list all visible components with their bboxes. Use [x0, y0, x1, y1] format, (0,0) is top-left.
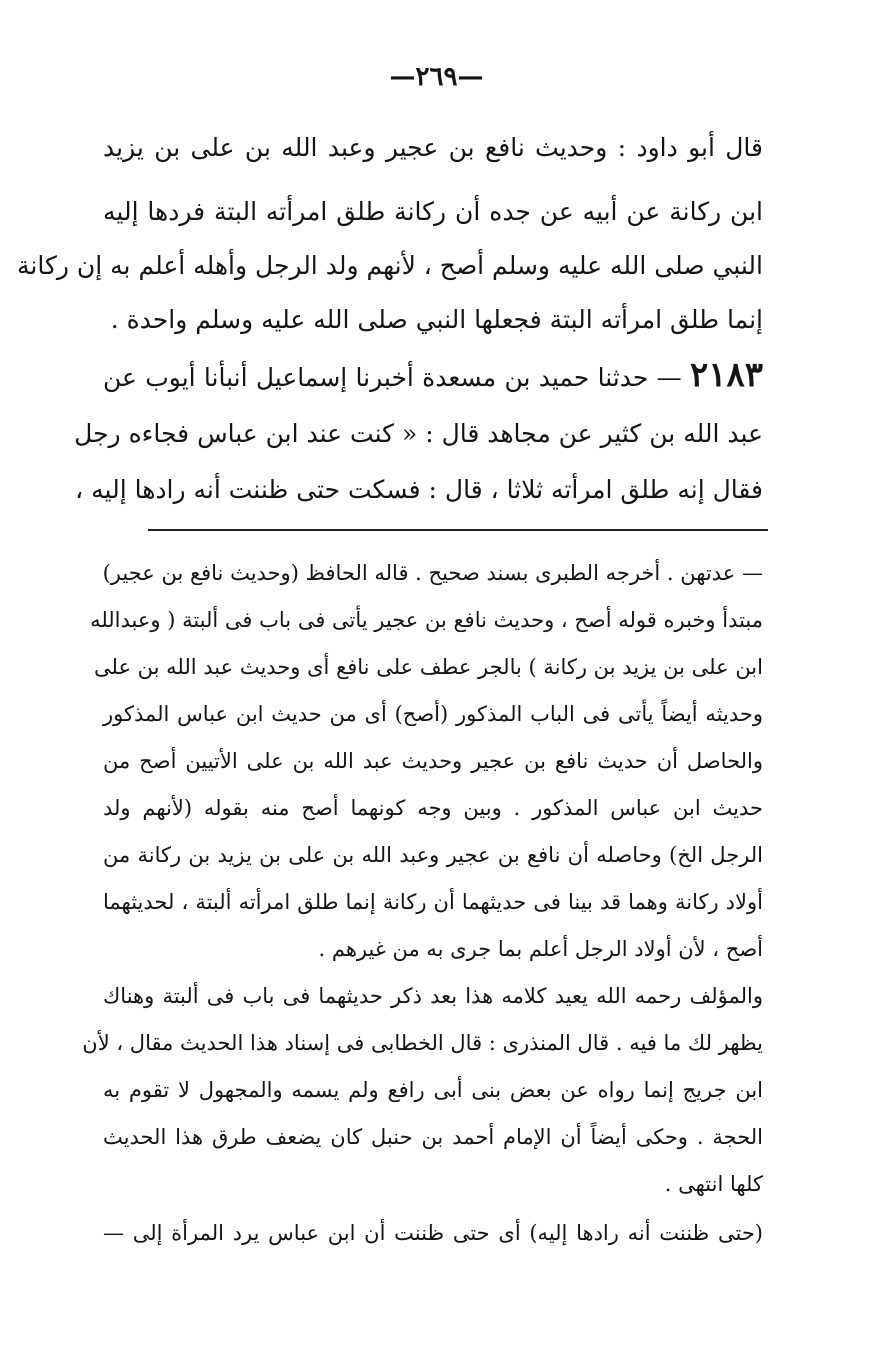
footnote-line: والحاصل أن حديث نافع بن عجير وحديث عبد الله بن على الأتيين أصح من — [103, 749, 763, 773]
main-text-line: فقال إنه طلق امرأته ثلاثا ، قال : فسكت حتى ظننت أنه رادها إليه ، — [75, 475, 763, 504]
footnote-line: أولاد ركانة وهما قد بينا فى حديثهما أن ركانة إنما طلق امرأته ألبتة ، لحديثهما — [103, 890, 763, 914]
page-number: —٢٦٩— — [389, 62, 484, 92]
footnote-line: يظهر لك ما فيه . قال المنذرى : قال الخطابى فى إسناد هذا الحديث مقال ، لأن — [82, 1031, 763, 1055]
footnote-line: ابن على بن يزيد بن ركانة ) بالجر عطف على نافع أى وحديث عبد الله بن على — [93, 655, 763, 679]
footnote-line: وحديثه أيضاً يأتى فى الباب المذكور (أصح) أى من حديث ابن عباس المذكور — [103, 702, 763, 726]
footnote-line: الحجة . وحكى أيضاً أن الإمام أحمد بن حنبل كان يضعف طرق هذا الحديث — [103, 1125, 763, 1149]
hadith-first-line — [103, 355, 763, 398]
footnote-line: والمؤلف رحمه الله يعيد كلامه هذا بعد ذكر حديثهما فى باب فى ألبتة وهناك — [103, 984, 763, 1008]
hadith-chain: — حدثنا حميد بن مسعدة أخبرنا إسماعيل أنبأنا أيوب عن — [103, 363, 682, 392]
main-text-line: قال أبو داود : وحديث نافع بن عجير وعبد الله بن على بن يزيد — [103, 133, 763, 162]
main-text-line: ابن ركانة عن أبيه عن جده أن ركانة طلق امرأته البتة فردها إليه — [103, 197, 763, 226]
footnote-line: ابن جريج إنما رواه عن بعض بنى أبى رافع ولم يسمه والمجهول لا تقوم به — [103, 1078, 763, 1102]
footnote-line: حديث ابن عباس المذكور . وبين وجه كونهما أصح منه بقوله (لأنهم ولد — [103, 796, 763, 820]
footnote-line: (حتى ظننت أنه رادها إليه) أى حتى ظننت أن ابن عباس يرد المرأة إلى — — [103, 1221, 763, 1245]
footnote-separator — [148, 529, 768, 531]
main-text-line: إنما طلق امرأته البتة فجعلها النبي صلى الله عليه وسلم واحدة . — [110, 305, 763, 334]
footnote-line: مبتدأ وخبره قوله أصح ، وحديث نافع بن عجير يأتى فى باب فى ألبتة ( وعبدالله — [90, 608, 763, 632]
footnote-line: الرجل الخ) وحاصله أن نافع بن عجير وعبد الله بن على بن يزيد بن ركانة من — [103, 843, 763, 867]
footnote-line: — عدتهن . أخرجه الطبرى بسند صحيح . قاله الحافظ (وحديث نافع بن عجير) — [102, 561, 763, 585]
main-text-line: النبي صلى الله عليه وسلم أصح ، لأنهم ولد الرجل وأهله أعلم به إن ركانة — [17, 251, 763, 280]
footnote-line: كلها انتهى . — [664, 1172, 763, 1196]
footnote-line: أصح ، لأن أولاد الرجل أعلم بما جرى به من غيرهم . — [318, 937, 763, 961]
main-text-line: عبد الله بن كثير عن مجاهد قال : « كنت عند ابن عباس فجاءه رجل — [74, 419, 763, 448]
hadith-number: ٢١٨٣ — [689, 355, 763, 395]
